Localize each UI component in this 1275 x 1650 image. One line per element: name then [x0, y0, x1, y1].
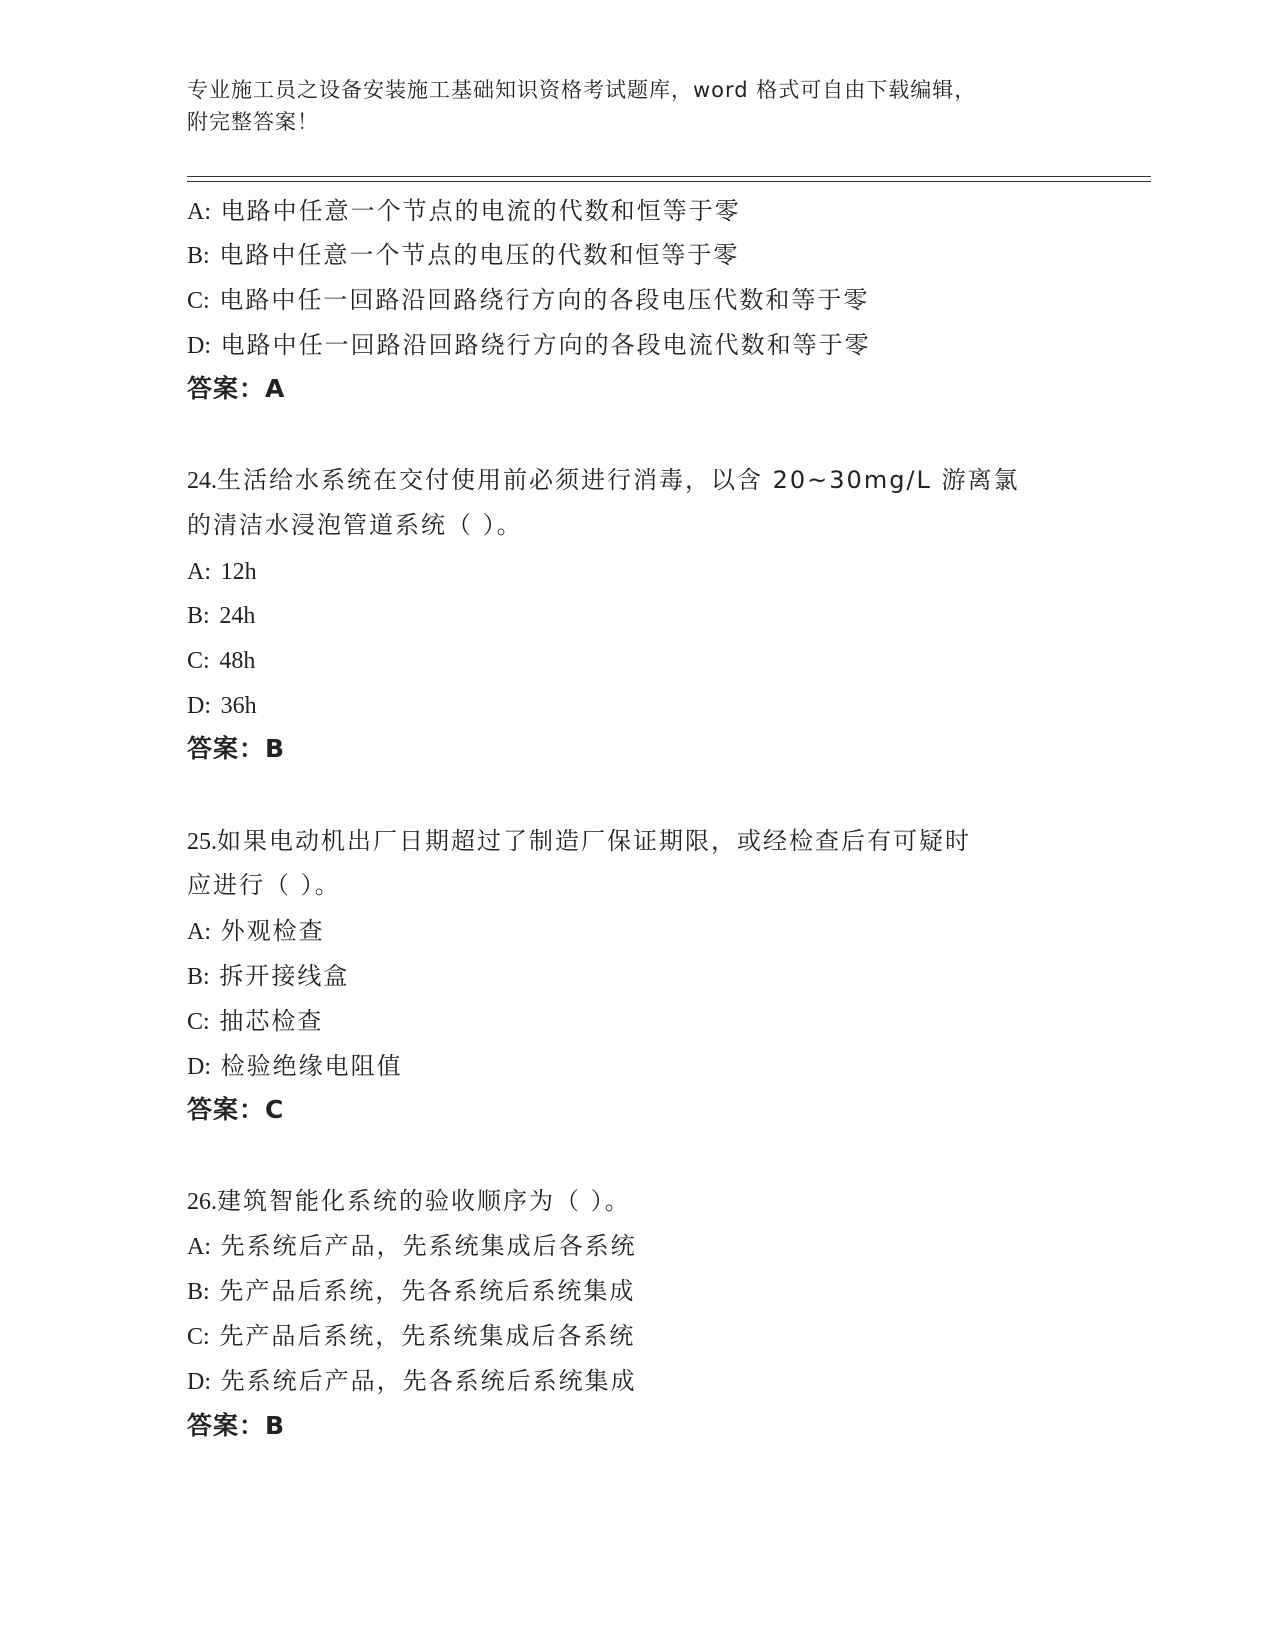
- option-text: 电路中任意一个节点的电压的代数和恒等于零: [219, 241, 740, 269]
- option-label: D:: [187, 693, 211, 719]
- option-label: B:: [187, 964, 210, 990]
- q23-option-a: [187, 196, 741, 227]
- option-text: 电路中任意一个节点的电流的代数和恒等于零: [220, 197, 741, 225]
- option-label: C:: [187, 648, 210, 674]
- q25-stem-line-1: [187, 826, 971, 857]
- option-label: C:: [187, 1324, 210, 1350]
- q23-answer: 答案：A: [187, 374, 286, 403]
- header-divider-bottom: [187, 181, 1151, 182]
- q25-stem-line-2: 应进行（ ）。: [187, 871, 341, 899]
- option-text: 电路中任一回路沿回路绕行方向的各段电流代数和等于零: [220, 331, 871, 359]
- q23-option-b: [187, 240, 739, 271]
- option-label: A:: [187, 199, 211, 225]
- q24-stem-line-1: [187, 465, 1020, 496]
- option-label: B:: [187, 1279, 210, 1305]
- option-label: B:: [187, 603, 210, 629]
- option-text: 先系统后产品，先各系统后系统集成: [220, 1367, 637, 1395]
- option-text: 先产品后系统，先各系统后系统集成: [219, 1277, 636, 1305]
- option-text: 拆开接线盒: [219, 962, 350, 990]
- q25-option-d: [187, 1051, 403, 1082]
- q23-option-c: [187, 285, 869, 316]
- q25-answer: 答案：C: [187, 1095, 285, 1124]
- option-label: A:: [187, 559, 211, 585]
- option-text: 先系统后产品，先系统集成后各系统: [220, 1232, 637, 1260]
- option-text: 48h: [219, 648, 256, 674]
- question-number: 24.: [187, 468, 217, 494]
- question-text: 生活给水系统在交付使用前必须进行消毒，以含 20~30mg/L 游离氯: [217, 466, 1020, 494]
- option-label: D:: [187, 1369, 211, 1395]
- option-text: 12h: [220, 559, 257, 585]
- q26-option-b: [187, 1276, 635, 1307]
- q25-option-a: [187, 916, 325, 947]
- option-label: D:: [187, 333, 211, 359]
- q24-answer: 答案：B: [187, 734, 286, 763]
- option-text: 外观检查: [220, 917, 325, 945]
- q24-stem-line-2: 的清洁水浸泡管道系统（ ）。: [187, 511, 523, 539]
- q26-answer: 答案：B: [187, 1411, 286, 1440]
- q24-option-b: [187, 600, 255, 631]
- question-text: 建筑智能化系统的验收顺序为（ ）。: [217, 1187, 631, 1215]
- option-label: A:: [187, 919, 211, 945]
- q24-option-d: [187, 690, 257, 721]
- option-text: 36h: [220, 693, 257, 719]
- question-text: 如果电动机出厂日期超过了制造厂保证期限，或经检查后有可疑时: [217, 827, 971, 855]
- header-line-1: 专业施工员之设备安装施工基础知识资格考试题库，word 格式可自由下载编辑，: [187, 78, 977, 102]
- q26-option-c: [187, 1321, 635, 1352]
- question-number: 26.: [187, 1189, 217, 1215]
- option-text: 电路中任一回路沿回路绕行方向的各段电压代数和等于零: [219, 286, 870, 314]
- q25-option-c: [187, 1006, 323, 1037]
- q26-option-d: [187, 1366, 637, 1397]
- option-text: 抽芯检查: [219, 1007, 324, 1035]
- q26-stem-line-1: [187, 1186, 631, 1217]
- document-header: [187, 74, 1067, 138]
- option-label: B:: [187, 243, 210, 269]
- q23-option-d: [187, 330, 871, 361]
- q24-option-c: [187, 645, 255, 676]
- option-label: D:: [187, 1054, 211, 1080]
- option-text: 检验绝缘电阻值: [220, 1052, 403, 1080]
- option-label: A:: [187, 1234, 211, 1260]
- option-text: 先产品后系统，先系统集成后各系统: [219, 1322, 636, 1350]
- header-divider-top: [187, 176, 1151, 177]
- q25-option-b: [187, 961, 349, 992]
- option-text: 24h: [219, 603, 256, 629]
- question-number: 25.: [187, 829, 217, 855]
- q24-option-a: [187, 556, 257, 587]
- option-label: C:: [187, 1009, 210, 1035]
- header-line-2: 附完整答案！: [187, 110, 319, 134]
- q26-option-a: [187, 1231, 637, 1262]
- option-label: C:: [187, 288, 210, 314]
